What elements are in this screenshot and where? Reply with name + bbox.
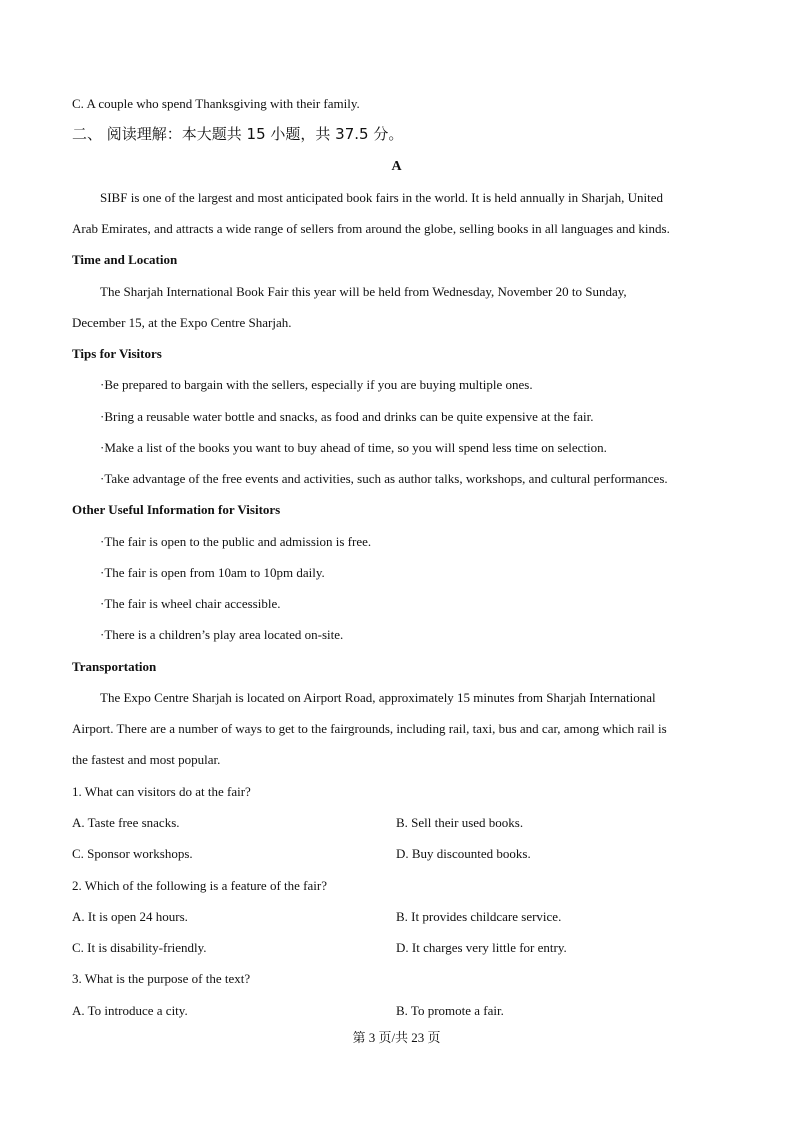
question-1-option-a: A. Taste free snacks. bbox=[72, 815, 180, 830]
other-info-heading: Other Useful Information for Visitors bbox=[72, 502, 281, 517]
previous-question-option-c: C. A couple who spend Thanksgiving with their family. bbox=[72, 96, 360, 111]
info-item: ·The fair is open from 10am to 10pm daily. bbox=[100, 565, 325, 580]
question-3-option-a: A. To introduce a city. bbox=[72, 1003, 188, 1018]
question-3-option-b: B. To promote a fair. bbox=[396, 1003, 504, 1018]
page-number-footer: 第 3 页/共 23 页 bbox=[352, 1030, 441, 1045]
time-location-heading: Time and Location bbox=[72, 252, 178, 267]
info-item: ·The fair is wheel chair accessible. bbox=[100, 596, 281, 611]
info-item: ·The fair is open to the public and admission is free. bbox=[100, 534, 372, 549]
tip-item: ·Bring a reusable water bottle and snacks, as food and drinks can be quite expensive at the fair. bbox=[100, 409, 594, 424]
question-2-stem: 2. Which of the following is a feature of the fair? bbox=[72, 878, 327, 893]
transportation-line-1: The Expo Centre Sharjah is located on Airport Road, approximately 15 minutes from Sharjah International bbox=[100, 690, 656, 705]
tip-item: ·Take advantage of the free events and activities, such as author talks, workshops, and cultural performances. bbox=[100, 471, 668, 486]
question-2-option-a: A. It is open 24 hours. bbox=[72, 909, 188, 924]
intro-line-2: Arab Emirates, and attracts a wide range of sellers from around the globe, selling books in all languages and kinds. bbox=[72, 221, 670, 236]
tip-item: ·Make a list of the books you want to buy ahead of time, so you will spend less time on selection. bbox=[100, 440, 607, 455]
info-item: ·There is a children’s play area located on-site. bbox=[100, 627, 344, 642]
question-1-option-c: C. Sponsor workshops. bbox=[72, 846, 193, 861]
question-1-option-b: B. Sell their used books. bbox=[396, 815, 524, 830]
time-location-line-2: December 15, at the Expo Centre Sharjah. bbox=[72, 315, 292, 330]
question-1-stem: 1. What can visitors do at the fair? bbox=[72, 784, 251, 799]
passage-letter: A bbox=[391, 159, 402, 174]
transportation-line-2: Airport. There are a number of ways to get to the fairgrounds, including rail, taxi, bus and car, among which rail is bbox=[72, 721, 667, 736]
question-2-option-c: C. It is disability-friendly. bbox=[72, 940, 207, 955]
tips-heading: Tips for Visitors bbox=[72, 346, 162, 361]
transportation-heading: Transportation bbox=[72, 659, 157, 674]
intro-line-1: SIBF is one of the largest and most anticipated book fairs in the world. It is held annually in Sharjah, United bbox=[100, 190, 663, 205]
question-1-option-d: D. Buy discounted books. bbox=[396, 846, 531, 861]
tip-item: ·Be prepared to bargain with the sellers, especially if you are buying multiple ones. bbox=[100, 377, 533, 392]
question-2-option-d: D. It charges very little for entry. bbox=[396, 940, 567, 955]
transportation-line-3: the fastest and most popular. bbox=[72, 752, 221, 767]
question-2-option-b: B. It provides childcare service. bbox=[396, 909, 562, 924]
section-heading: 二、 阅读理解：本大题共 15 小题，共 37.5 分。 bbox=[72, 125, 404, 143]
time-location-line-1: The Sharjah International Book Fair this year will be held from Wednesday, November 20 to Sunday, bbox=[100, 284, 627, 299]
question-3-stem: 3. What is the purpose of the text? bbox=[72, 971, 251, 986]
